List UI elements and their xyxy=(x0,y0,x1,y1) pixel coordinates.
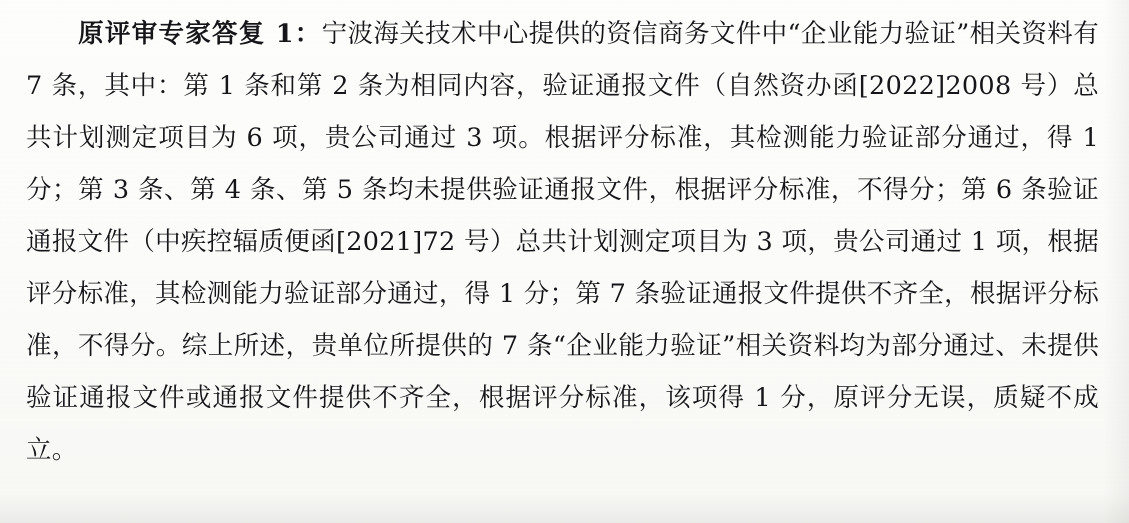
answer-paragraph xyxy=(26,8,1099,476)
bottom-edge-shadow xyxy=(0,493,1129,523)
right-edge-shadow xyxy=(1103,0,1129,523)
document-body xyxy=(26,8,1099,476)
answer-lead-label: 原评审专家答复 1： xyxy=(78,19,322,49)
answer-paragraph-text: 宁波海关技术中心提供的资信商务文件中“企业能力验证”相关资料有 7 条，其中：第 1 条和第 2 条为相同内容，验证通报文件（自然资办函[2022]2008 号）总共计划测定项目为 6 项，贵公司通过 3 项。根据评分标准，其检测能力验证部分通过，得 1 分；第 3 条、第 4 条、第 5 条均未提供验证通报文件，根据评分标准，不得分；第 6 条验证通报文件（中疾控辐质便函[2021]72 号）总共计划测定项目为 3 项，贵公司通过 1 项，根据评分标准，其检测能力验证部分通过，得 1 分；第 7 条验证通报文件提供不齐全，根据评分标准，不得分。综上所述，贵单位所提供的 7 条“企业能力验证”相关资料均为部分通过、未提供验证通报文件或通报文件提供不齐全，根据评分标准，该项得 1 分，原评分无误，质疑不成立。 xyxy=(26,19,1099,465)
